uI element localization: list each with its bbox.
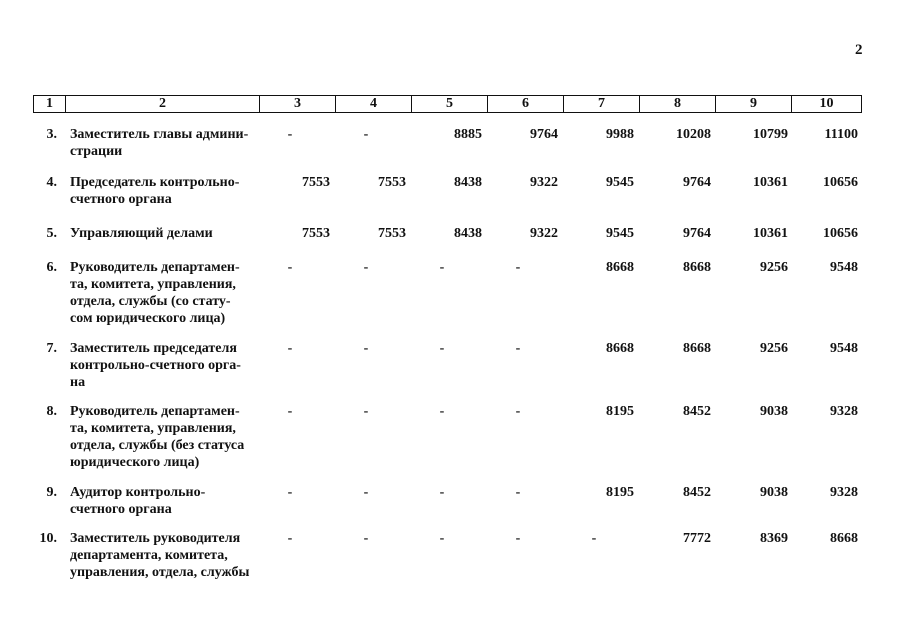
salary-value-col-3: - bbox=[287, 260, 293, 275]
salary-value-col-9: 10799 bbox=[753, 127, 788, 142]
position-title: Председатель контрольно- счетного органа bbox=[70, 175, 240, 207]
salary-value-col-9: 10361 bbox=[753, 175, 788, 190]
salary-value-col-8: 7772 bbox=[683, 531, 711, 546]
salary-value-col-10: 9548 bbox=[830, 260, 858, 275]
salary-value-col-7: 9545 bbox=[606, 226, 634, 241]
column-header-6: 6 bbox=[488, 96, 564, 113]
row-number: 3. bbox=[46, 127, 57, 142]
salary-value-col-7: - bbox=[591, 531, 597, 546]
salary-value-col-5: 8885 bbox=[454, 127, 482, 142]
position-title: Аудитор контрольно- счетного органа bbox=[70, 485, 206, 517]
salary-value-col-5: - bbox=[439, 531, 445, 546]
salary-value-col-4: 7553 bbox=[378, 175, 406, 190]
column-header-7: 7 bbox=[564, 96, 640, 113]
row-number: 5. bbox=[46, 226, 57, 241]
salary-value-col-5: 8438 bbox=[454, 226, 482, 241]
salary-value-col-10: 10656 bbox=[823, 226, 858, 241]
column-header-1: 1 bbox=[34, 96, 66, 113]
salary-value-col-10: 8668 bbox=[830, 531, 858, 546]
salary-value-col-8: 10208 bbox=[676, 127, 711, 142]
salary-value-col-9: 9256 bbox=[760, 341, 788, 356]
position-title: Заместитель главы админи- страции bbox=[70, 127, 249, 159]
salary-value-col-4: - bbox=[363, 404, 369, 419]
salary-value-col-6: 9322 bbox=[530, 226, 558, 241]
salary-value-col-7: 9988 bbox=[606, 127, 634, 142]
salary-value-col-4: - bbox=[363, 260, 369, 275]
column-header-8: 8 bbox=[640, 96, 716, 113]
salary-value-col-6: - bbox=[515, 260, 521, 275]
salary-value-col-9: 9256 bbox=[760, 260, 788, 275]
salary-value-col-4: - bbox=[363, 127, 369, 142]
salary-value-col-4: - bbox=[363, 485, 369, 500]
salary-value-col-5: - bbox=[439, 341, 445, 356]
salary-value-col-9: 9038 bbox=[760, 404, 788, 419]
salary-value-col-8: 8452 bbox=[683, 404, 711, 419]
salary-value-col-4: 7553 bbox=[378, 226, 406, 241]
salary-value-col-3: - bbox=[287, 485, 293, 500]
row-number: 6. bbox=[46, 260, 57, 275]
salary-value-col-6: - bbox=[515, 485, 521, 500]
salary-value-col-8: 8452 bbox=[683, 485, 711, 500]
salary-value-col-6: - bbox=[515, 341, 521, 356]
row-number: 7. bbox=[46, 341, 57, 356]
salary-value-col-9: 8369 bbox=[760, 531, 788, 546]
row-number: 8. bbox=[46, 404, 57, 419]
salary-value-col-5: - bbox=[439, 404, 445, 419]
salary-value-col-7: 9545 bbox=[606, 175, 634, 190]
salary-value-col-8: 9764 bbox=[683, 226, 711, 241]
salary-value-col-3: 7553 bbox=[302, 175, 330, 190]
salary-value-col-3: - bbox=[287, 531, 293, 546]
salary-value-col-8: 8668 bbox=[683, 341, 711, 356]
salary-value-col-3: 7553 bbox=[302, 226, 330, 241]
salary-value-col-9: 10361 bbox=[753, 226, 788, 241]
salary-value-col-10: 10656 bbox=[823, 175, 858, 190]
salary-value-col-5: - bbox=[439, 260, 445, 275]
position-title: Заместитель руководителя департамента, комитета, управления, отдела, службы bbox=[70, 531, 250, 580]
salary-value-col-8: 8668 bbox=[683, 260, 711, 275]
salary-value-col-3: - bbox=[287, 341, 293, 356]
salary-value-col-10: 9328 bbox=[830, 404, 858, 419]
salary-value-col-9: 9038 bbox=[760, 485, 788, 500]
salary-value-col-6: 9764 bbox=[530, 127, 558, 142]
salary-value-col-5: 8438 bbox=[454, 175, 482, 190]
salary-value-col-7: 8195 bbox=[606, 485, 634, 500]
salary-value-col-7: 8668 bbox=[606, 341, 634, 356]
page-number: 2 bbox=[855, 42, 863, 58]
salary-value-col-6: 9322 bbox=[530, 175, 558, 190]
salary-value-col-7: 8668 bbox=[606, 260, 634, 275]
column-header-row bbox=[34, 96, 862, 113]
salary-value-col-10: 9328 bbox=[830, 485, 858, 500]
column-header-10: 10 bbox=[792, 96, 862, 113]
column-header-table bbox=[33, 95, 862, 113]
salary-value-col-6: - bbox=[515, 531, 521, 546]
salary-value-col-7: 8195 bbox=[606, 404, 634, 419]
salary-value-col-10: 9548 bbox=[830, 341, 858, 356]
column-header-2: 2 bbox=[66, 96, 260, 113]
column-header-5: 5 bbox=[412, 96, 488, 113]
salary-value-col-8: 9764 bbox=[683, 175, 711, 190]
position-title: Заместитель председателя контрольно-счетного орга- на bbox=[70, 341, 241, 390]
salary-value-col-6: - bbox=[515, 404, 521, 419]
row-number: 4. bbox=[46, 175, 57, 190]
position-title: Руководитель департамен- та, комитета, управления, отдела, службы (со стату- сом юридического лица) bbox=[70, 260, 240, 326]
salary-value-col-4: - bbox=[363, 341, 369, 356]
position-title: Управляющий делами bbox=[70, 226, 213, 241]
salary-value-col-10: 11100 bbox=[824, 127, 858, 142]
row-number: 10. bbox=[39, 531, 57, 546]
salary-value-col-3: - bbox=[287, 127, 293, 142]
column-header-3: 3 bbox=[260, 96, 336, 113]
salary-value-col-3: - bbox=[287, 404, 293, 419]
column-header-4: 4 bbox=[336, 96, 412, 113]
salary-value-col-4: - bbox=[363, 531, 369, 546]
column-header-9: 9 bbox=[716, 96, 792, 113]
row-number: 9. bbox=[46, 485, 57, 500]
position-title: Руководитель департамен- та, комитета, управления, отдела, службы (без статуса юридического лица) bbox=[70, 404, 245, 470]
salary-value-col-5: - bbox=[439, 485, 445, 500]
